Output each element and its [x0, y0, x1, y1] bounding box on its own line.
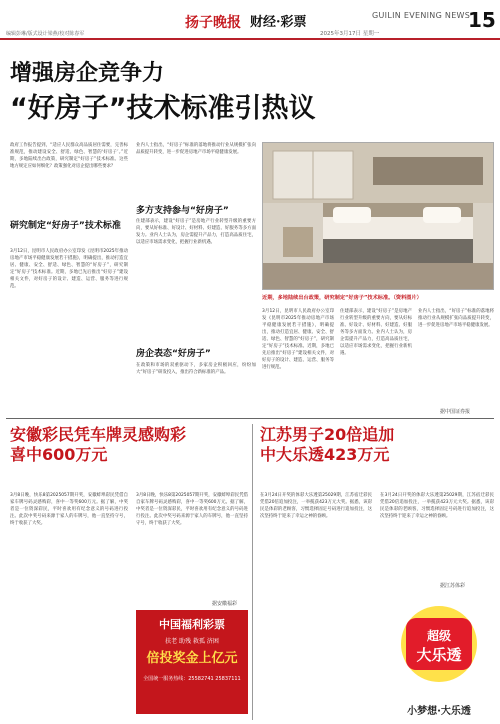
ad-hotline: 全国统一服务热线：25582741 25837111 [143, 676, 241, 682]
section-divider [6, 418, 494, 419]
article2-headline-2: 喜中600万元 [10, 445, 108, 464]
newspaper-logo: 扬子晚报 [185, 15, 241, 31]
article3-body-col2: 在3月24日开奖的体彩大乐透第25029期，江苏宿迁彩民凭借20倍追加投注，一举揽获423万元大奖。据悉，该彩民是体彩的老顾客，习惯选择固定号码进行追加投注，这次坚持终于迎来了幸运之神的眷顾。 [380, 493, 494, 519]
article1-body-1-cont: 3月12日，昆明市人民政府办公室印发《昆明市2025年推动房地产市场平稳健康发展若干措施》，明确提出，推动打造宜居、健康、安全、舒适、绿色、智慧的“好房子”，研究制定“好房子”技术标准。近期，多地已先后推出“好房子”建设相关文件，对好房子的设计、建造、运营、服务等进行规范。 [262, 309, 334, 370]
article1-headline-2: “好房子”技术标准引热议 [10, 93, 316, 124]
column-divider [252, 424, 253, 720]
article3-headline-2: 中大乐透423万元 [260, 445, 390, 464]
ad-game: 倍投奖金上亿元 [146, 651, 238, 666]
article1-body-2-cont: 住建部表示，建设“好房子”是房地产行业转型升级的重要方向，要从好标准、好设计、好材料、好建造、好服务等多方面发力。业内人士认为，房企需提升产品力，打造高品质住宅，以适应市场需求变化，把握行业新机遇。 [340, 309, 412, 356]
article1-photo [262, 142, 494, 290]
promo-title-line2: 大乐透 [416, 646, 462, 664]
article2-body-col1: 3月8日晚，快乐8第2025057期开奖，安徽蚌埠彩民凭借自家车牌号码灵感购彩，喜中一等奖600万元。据了解，中奖者是一位资深彩民，平时喜欢用有纪念意义的号码进行投注。此次中奖号码来源于家人的车牌号，他一直坚持守号，终于收获了大奖。 [10, 493, 128, 526]
article3-credit: 据江苏体彩 [440, 583, 466, 589]
article1-subheading-3: 房企表态“好房子” [136, 349, 211, 359]
article1-subheading-1: 研究制定“好房子”技术标准 [10, 221, 121, 231]
section-title: 财经·彩票 [250, 15, 307, 30]
bedroom-photo-illustration [263, 143, 494, 290]
article1-body-4: 业内人士指出，“好房子”标准的落地将推动行业从规模扩张向品质提升转变，进一步促进房地产市场平稳健康发展。 [136, 143, 256, 155]
article1-headline-1: 增强房企竞争力 [10, 61, 165, 86]
article1-body-1: 3月12日，昆明市人民政府办公室印发《昆明市2025年推动房地产市场平稳健康发展若干措施》，明确提出，推动打造宜居、健康、安全、舒适、绿色、智慧的“好房子”，研究制定“好房子”技术标准。近期，多地已先后推出“好房子”建设相关文件，对好房子的设计、建造、运营、服务等进行规范。 [10, 249, 128, 289]
lotto-badge-graphic [384, 598, 494, 694]
article1-credit: 据中国证券报 [440, 409, 471, 415]
article2-body-col2: 3月8日晚，快乐8第2025057期开奖，安徽蚌埠彩民凭借自家车牌号码灵感购彩，喜中一等奖600万元。据了解，中奖者是一位资深彩民，平时喜欢用有纪念意义的号码进行投注。此次中奖号码来源于家人的车牌号，他一直坚持守号，终于收获了大奖。 [136, 493, 248, 526]
ad-title: 中国福利彩票 [159, 618, 225, 631]
article3-headline-1: 江苏男子20倍追加 [260, 425, 395, 444]
welfare-lottery-ad [136, 610, 248, 714]
english-masthead: GUILIN EVENING NEWS [372, 11, 471, 20]
article3-body-col1: 在3月24日开奖的体彩大乐透第25029期，江苏宿迁彩民凭借20倍追加投注，一举揽获423万元大奖。据悉，该彩民是体彩的老顾客，习惯选择固定号码进行追加投注，这次坚持终于迎来了幸运之神的眷顾。 [260, 493, 372, 519]
article1-intro: 政府工作报告提到，“适应人民群众高品质居住需要，完善标准规范，推动建设安全、舒适、绿色、智慧的‘好房子’。”近期，多地陆续出台政策，研究制定“好房子”技术标准。这些地方规定应如何细化？政策强化对房企提出哪些要求？ [10, 143, 128, 169]
article1-body-2: 住建部表示，建设“好房子”是房地产行业转型升级的重要方向，要从好标准、好设计、好材料、好建造、好服务等多方面发力。业内人士认为，房企需提升产品力，打造高品质住宅，以适应市场需求变化，把握行业新机遇。 [136, 219, 256, 245]
article1-subheading-2: 多方支持参与“好房子” [136, 206, 229, 216]
article1-photo-caption: 近期，多地陆续出台政策，研究制定“好房子”技术标准。（资料图片） [262, 295, 422, 301]
ad-slogan: 扶老 助残 救孤 济困 [165, 638, 219, 645]
super-lotto-promo [384, 598, 494, 718]
article1-body-3-cont: 业内人士指出，“好房子”标准的落地将推动行业从规模扩张向品质提升转变，进一步促进房地产市场平稳健康发展。 [418, 309, 494, 328]
editor-credits: 编辑彭琳/版式设计梁燕/校对陈春军 [6, 31, 85, 37]
page-number: 15 [468, 8, 496, 32]
article1-body-3: 在政策和市场的双重驱动下，多家房企积极回应，纷纷加大“好房子”研发投入，推出符合新标准的产品。 [136, 363, 256, 375]
issue-date: 2025年3月17日 星期一 [320, 31, 380, 37]
article2-headline-1: 安徽彩民凭车牌灵感购彩 [10, 425, 187, 444]
promo-slogan: 小梦想·大乐透 [407, 706, 471, 717]
article2-credit: 据安徽福彩 [212, 601, 238, 607]
promo-title-line1: 超级 [426, 629, 452, 643]
